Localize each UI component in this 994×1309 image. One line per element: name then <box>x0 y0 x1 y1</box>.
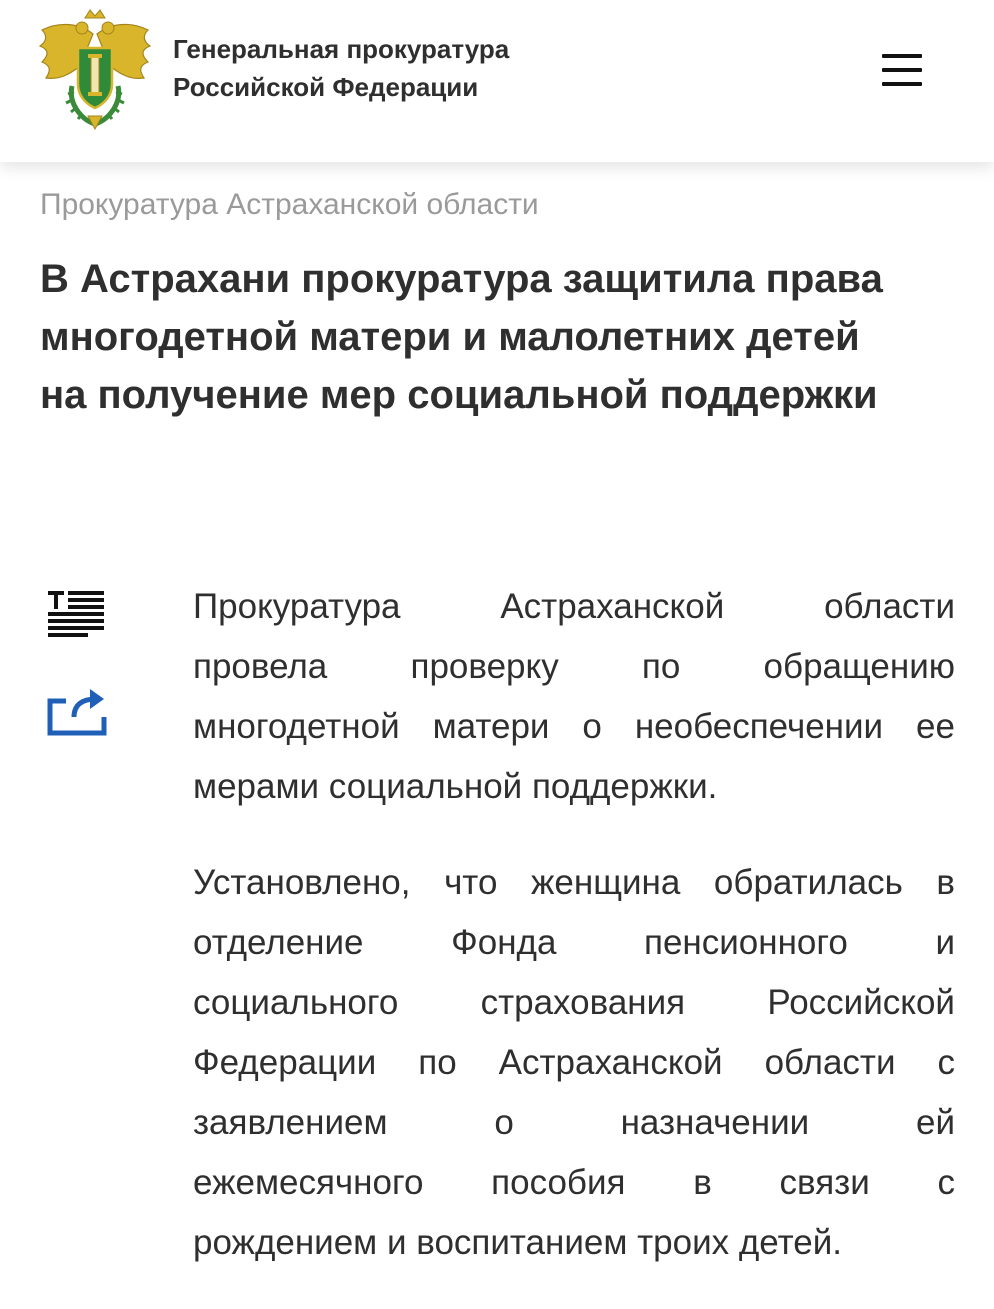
article-paragraph <box>193 577 955 817</box>
text-line: заявлением о назначении ей <box>193 1103 955 1142</box>
text-line: социального страхования Российской <box>193 983 955 1022</box>
text-line: многодетной матери о необеспечении ее <box>193 707 955 746</box>
page-title <box>40 250 970 424</box>
text-line: провела проверку по обращению <box>193 647 955 686</box>
page-title-line: многодетной матери и малолетних детей <box>40 315 860 359</box>
text-line: рождением и воспитанием троих детей. <box>193 1223 842 1262</box>
breadcrumb[interactable]: Прокуратура Астраханской области <box>40 188 539 221</box>
page-title-line: на получение мер социальной поддержки <box>40 373 878 417</box>
emblem-icon[interactable] <box>38 8 152 130</box>
text-line: мерами социальной поддержки. <box>193 767 718 806</box>
hamburger-menu-icon[interactable] <box>878 50 926 90</box>
organization-name-line2: Российской Федерации <box>173 72 479 102</box>
article-body <box>193 577 955 1309</box>
article-paragraph <box>193 853 955 1273</box>
text-line: Установлено, что женщина обратилась в <box>193 863 955 902</box>
organization-name-line1: Генеральная прокуратура <box>173 34 510 64</box>
share-icon[interactable] <box>44 685 110 747</box>
organization-name[interactable] <box>173 30 673 106</box>
text-line: Прокуратура Астраханской области <box>193 587 955 626</box>
site-header <box>0 0 994 162</box>
text-size-icon[interactable] <box>44 585 110 647</box>
page-title-line: В Астрахани прокуратура защитила права <box>40 257 883 301</box>
article-tools <box>44 585 114 747</box>
text-line: Федерации по Астраханской области с <box>193 1043 955 1082</box>
text-line: отделение Фонда пенсионного и <box>193 923 955 962</box>
text-line: ежемесячного пособия в связи с <box>193 1163 955 1202</box>
